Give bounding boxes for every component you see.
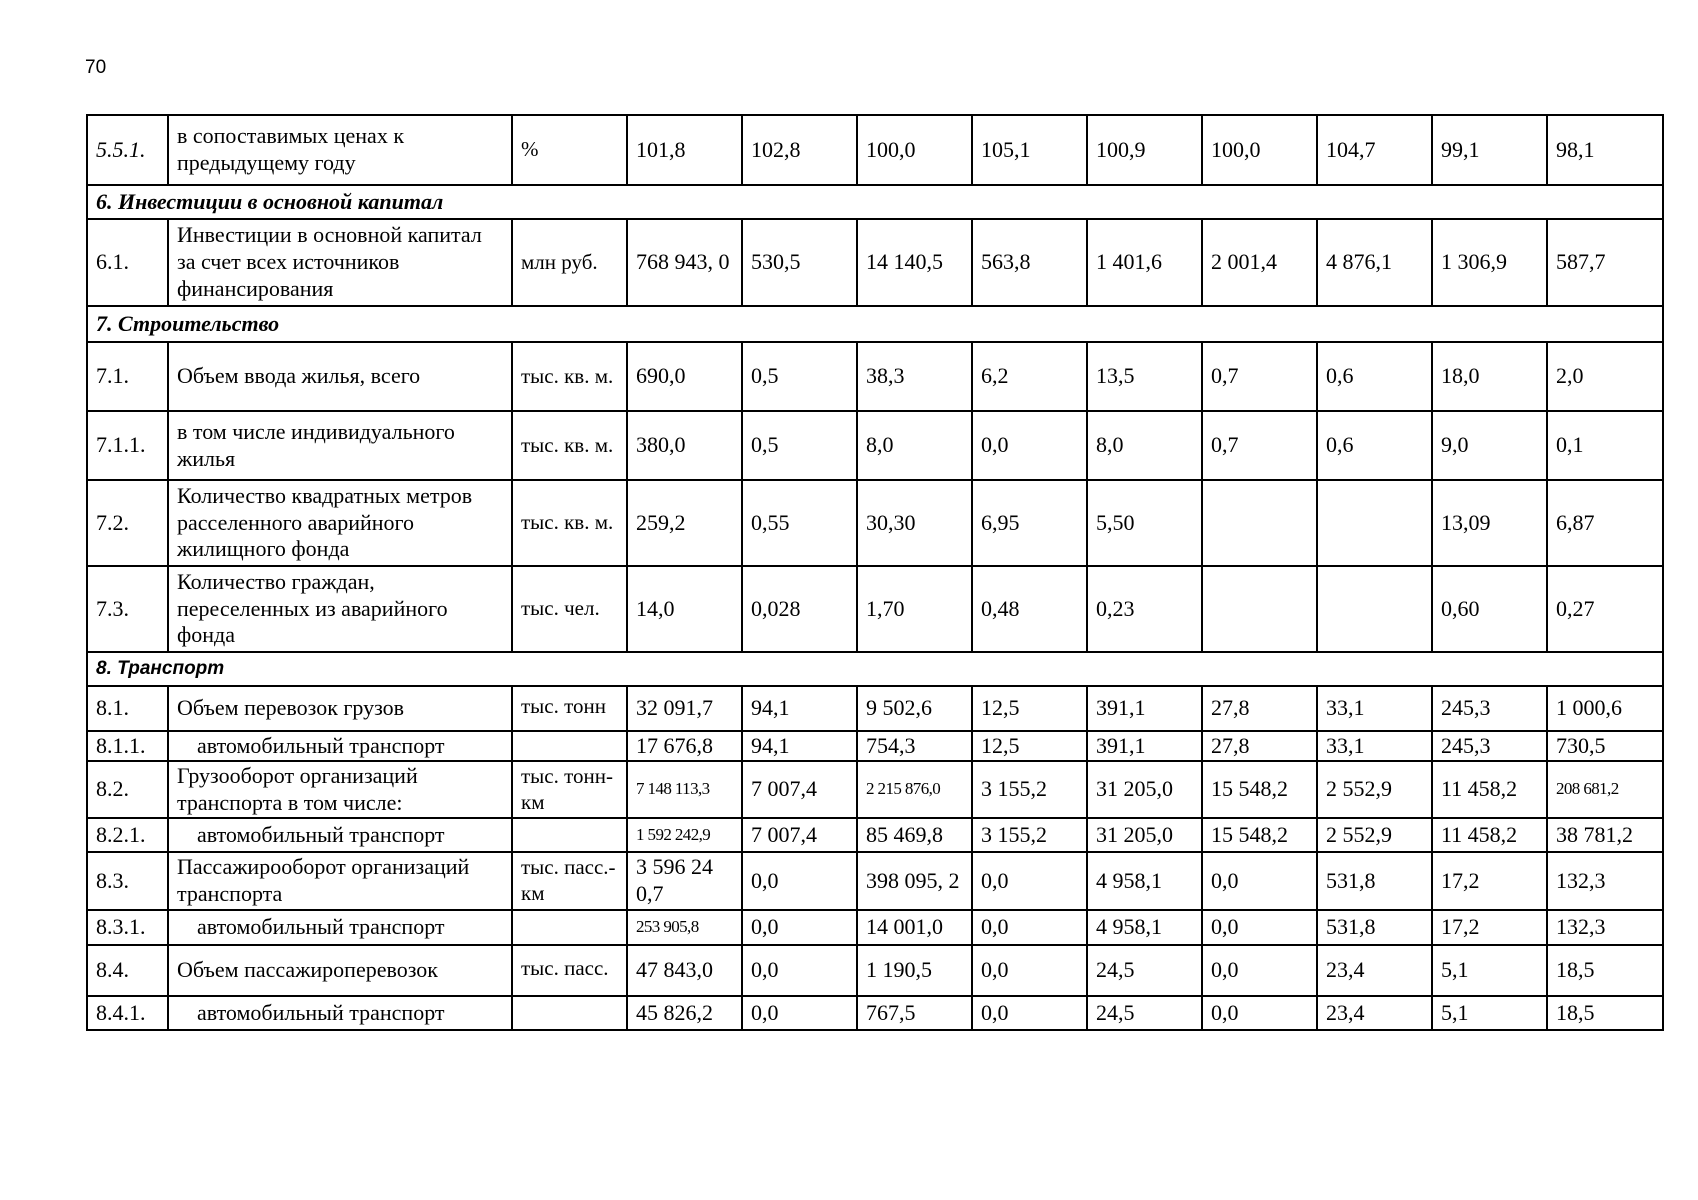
value-cell: 0,7 (1202, 411, 1317, 480)
table-row (87, 115, 1663, 185)
value-cell (1317, 566, 1432, 652)
value-cell: 587,7 (1547, 219, 1663, 306)
row-number: 8.1.1. (87, 731, 168, 761)
unit-cell (512, 731, 627, 761)
indicators-table (86, 114, 1664, 1031)
value-cell: 0,0 (1202, 852, 1317, 910)
row-number: 8.1. (87, 686, 168, 731)
value-cell: 8,0 (1087, 411, 1202, 480)
value-cell: 5,1 (1432, 996, 1547, 1030)
value-cell: 208 681,2 (1547, 761, 1663, 818)
value-cell: 0,60 (1432, 566, 1547, 652)
value-cell: 0,23 (1087, 566, 1202, 652)
section-title: 7. Строительство (87, 306, 1663, 342)
value-cell: 5,50 (1087, 480, 1202, 566)
value-cell: 690,0 (627, 342, 742, 411)
value-cell: 0,0 (972, 411, 1087, 480)
value-cell: 0,0 (1202, 910, 1317, 945)
value-cell: 0,27 (1547, 566, 1663, 652)
value-cell: 0,0 (972, 945, 1087, 996)
value-cell: 30,30 (857, 480, 972, 566)
value-cell: 2 215 876,0 (857, 761, 972, 818)
value-cell: 1 306,9 (1432, 219, 1547, 306)
section-header-row (87, 306, 1663, 342)
table-row (87, 219, 1663, 306)
value-cell: 85 469,8 (857, 818, 972, 852)
value-cell: 7 007,4 (742, 761, 857, 818)
table-row (87, 910, 1663, 945)
indicator-name: Грузооборот организаций транспорта в том числе: (168, 761, 512, 818)
value-cell: 3 155,2 (972, 818, 1087, 852)
value-cell: 754,3 (857, 731, 972, 761)
table-row (87, 411, 1663, 480)
value-cell: 1 000,6 (1547, 686, 1663, 731)
value-cell: 33,1 (1317, 731, 1432, 761)
value-cell: 8,0 (857, 411, 972, 480)
value-cell: 380,0 (627, 411, 742, 480)
unit-cell (512, 910, 627, 945)
value-cell: 11 458,2 (1432, 761, 1547, 818)
value-cell: 99,1 (1432, 115, 1547, 185)
section-title: 6. Инвестиции в основной капитал (87, 185, 1663, 219)
value-cell: 3 596 24 0,7 (627, 852, 742, 910)
table-row (87, 731, 1663, 761)
value-cell: 105,1 (972, 115, 1087, 185)
value-cell: 6,2 (972, 342, 1087, 411)
value-cell: 104,7 (1317, 115, 1432, 185)
table-row (87, 818, 1663, 852)
value-cell: 0,6 (1317, 411, 1432, 480)
value-cell: 2 552,9 (1317, 761, 1432, 818)
section-header-row (87, 185, 1663, 219)
indicator-name: автомобильный транспорт (168, 731, 512, 761)
indicator-name: Количество квадратных метров расселенного аварийного жилищного фонда (168, 480, 512, 566)
value-cell: 767,5 (857, 996, 972, 1030)
value-cell: 2 552,9 (1317, 818, 1432, 852)
table-row (87, 852, 1663, 910)
value-cell: 100,0 (1202, 115, 1317, 185)
value-cell: 0,55 (742, 480, 857, 566)
value-cell: 0,5 (742, 411, 857, 480)
row-number: 6.1. (87, 219, 168, 306)
unit-cell: тыс. пасс.-км (512, 852, 627, 910)
value-cell: 9 502,6 (857, 686, 972, 731)
value-cell: 0,0 (742, 945, 857, 996)
value-cell: 0,0 (972, 852, 1087, 910)
value-cell: 253 905,8 (627, 910, 742, 945)
value-cell: 7 007,4 (742, 818, 857, 852)
value-cell: 391,1 (1087, 731, 1202, 761)
value-cell: 531,8 (1317, 910, 1432, 945)
table-row (87, 996, 1663, 1030)
value-cell: 18,5 (1547, 945, 1663, 996)
value-cell: 101,8 (627, 115, 742, 185)
unit-cell: тыс. кв. м. (512, 480, 627, 566)
indicator-name: Количество граждан, переселенных из аварийного фонда (168, 566, 512, 652)
indicator-name: в том числе индивидуального жилья (168, 411, 512, 480)
value-cell: 14 001,0 (857, 910, 972, 945)
unit-cell: тыс. тонн-км (512, 761, 627, 818)
value-cell: 102,8 (742, 115, 857, 185)
row-number: 8.4.1. (87, 996, 168, 1030)
value-cell: 23,4 (1317, 996, 1432, 1030)
value-cell: 38 781,2 (1547, 818, 1663, 852)
row-number: 8.3.1. (87, 910, 168, 945)
value-cell: 15 548,2 (1202, 761, 1317, 818)
table-row (87, 945, 1663, 996)
value-cell: 24,5 (1087, 996, 1202, 1030)
unit-cell (512, 818, 627, 852)
row-number: 8.4. (87, 945, 168, 996)
value-cell: 47 843,0 (627, 945, 742, 996)
value-cell: 45 826,2 (627, 996, 742, 1030)
indicator-name: Инвестиции в основной капитал за счет всех источников финансирования (168, 219, 512, 306)
value-cell: 11 458,2 (1432, 818, 1547, 852)
value-cell: 17 676,8 (627, 731, 742, 761)
value-cell: 0,0 (742, 910, 857, 945)
row-number: 8.2.1. (87, 818, 168, 852)
row-number: 8.2. (87, 761, 168, 818)
value-cell: 1 401,6 (1087, 219, 1202, 306)
row-number: 7.1.1. (87, 411, 168, 480)
value-cell: 132,3 (1547, 852, 1663, 910)
value-cell: 17,2 (1432, 852, 1547, 910)
unit-cell (512, 686, 627, 731)
value-cell: 391,1 (1087, 686, 1202, 731)
value-cell: 38,3 (857, 342, 972, 411)
value-cell: 94,1 (742, 731, 857, 761)
value-cell: 0,0 (972, 910, 1087, 945)
unit-cell: млн руб. (512, 219, 627, 306)
value-cell: 100,0 (857, 115, 972, 185)
value-cell: 563,8 (972, 219, 1087, 306)
row-number: 5.5.1. (87, 115, 168, 185)
table-row (87, 761, 1663, 818)
value-cell: 530,5 (742, 219, 857, 306)
indicator-name: автомобильный транспорт (168, 910, 512, 945)
value-cell: 1 190,5 (857, 945, 972, 996)
unit-cell: тыс. чел. (512, 566, 627, 652)
table-row (87, 342, 1663, 411)
value-cell: 31 205,0 (1087, 818, 1202, 852)
value-cell: 1,70 (857, 566, 972, 652)
table-row (87, 480, 1663, 566)
unit-cell: тыс. кв. м. (512, 342, 627, 411)
value-cell: 18,5 (1547, 996, 1663, 1030)
value-cell: 0,6 (1317, 342, 1432, 411)
value-cell: 730,5 (1547, 731, 1663, 761)
row-number: 7.1. (87, 342, 168, 411)
value-cell: 0,0 (742, 996, 857, 1030)
indicator-name: в сопоставимых ценах к предыдущему году (168, 115, 512, 185)
unit-cell: тыс. кв. м. (512, 411, 627, 480)
value-cell: 24,5 (1087, 945, 1202, 996)
value-cell: 0,7 (1202, 342, 1317, 411)
value-cell: 245,3 (1432, 686, 1547, 731)
indicator-name: Объем пассажироперевозок (168, 945, 512, 996)
value-cell: 15 548,2 (1202, 818, 1317, 852)
value-cell: 398 095, 2 (857, 852, 972, 910)
value-cell: 6,95 (972, 480, 1087, 566)
value-cell: 2 001,4 (1202, 219, 1317, 306)
value-cell: 27,8 (1202, 686, 1317, 731)
value-cell: 4 876,1 (1317, 219, 1432, 306)
value-cell: 0,48 (972, 566, 1087, 652)
value-cell: 3 155,2 (972, 761, 1087, 818)
value-cell: 18,0 (1432, 342, 1547, 411)
indicator-name: Объем ввода жилья, всего (168, 342, 512, 411)
unit-text: тыс. тонн (521, 693, 606, 718)
value-cell: 23,4 (1317, 945, 1432, 996)
value-cell: 0,0 (972, 996, 1087, 1030)
table-row (87, 566, 1663, 652)
value-cell (1202, 480, 1317, 566)
table-row (87, 686, 1663, 731)
value-cell: 0,5 (742, 342, 857, 411)
unit-cell (512, 945, 627, 996)
unit-cell: % (512, 115, 627, 185)
section-title: 8. Транспорт (87, 652, 1663, 686)
value-cell: 4 958,1 (1087, 852, 1202, 910)
value-cell: 0,028 (742, 566, 857, 652)
page-number: 70 (85, 57, 107, 78)
value-cell: 14 140,5 (857, 219, 972, 306)
indicator-name: автомобильный транспорт (168, 996, 512, 1030)
value-cell: 4 958,1 (1087, 910, 1202, 945)
value-cell: 7 148 113,3 (627, 761, 742, 818)
value-cell: 13,09 (1432, 480, 1547, 566)
value-cell: 27,8 (1202, 731, 1317, 761)
value-cell: 9,0 (1432, 411, 1547, 480)
indicator-name: автомобильный транспорт (168, 818, 512, 852)
value-cell: 12,5 (972, 731, 1087, 761)
value-cell: 0,0 (742, 852, 857, 910)
value-cell: 31 205,0 (1087, 761, 1202, 818)
value-cell: 768 943, 0 (627, 219, 742, 306)
value-cell: 32 091,7 (627, 686, 742, 731)
value-cell: 0,1 (1547, 411, 1663, 480)
indicator-name: Объем перевозок грузов (168, 686, 512, 731)
value-cell: 100,9 (1087, 115, 1202, 185)
unit-text: тыс. пасс. (521, 955, 609, 980)
indicator-name: Пассажирооборот организаций транспорта (168, 852, 512, 910)
value-cell: 12,5 (972, 686, 1087, 731)
section-header-row (87, 652, 1663, 686)
value-cell: 17,2 (1432, 910, 1547, 945)
unit-cell (512, 996, 627, 1030)
value-cell: 5,1 (1432, 945, 1547, 996)
value-cell: 0,0 (1202, 945, 1317, 996)
row-number: 8.3. (87, 852, 168, 910)
value-cell: 531,8 (1317, 852, 1432, 910)
value-cell: 245,3 (1432, 731, 1547, 761)
row-number: 7.2. (87, 480, 168, 566)
value-cell: 0,0 (1202, 996, 1317, 1030)
value-cell: 2,0 (1547, 342, 1663, 411)
value-cell: 98,1 (1547, 115, 1663, 185)
value-cell (1317, 480, 1432, 566)
value-cell: 132,3 (1547, 910, 1663, 945)
value-cell: 14,0 (627, 566, 742, 652)
value-cell: 259,2 (627, 480, 742, 566)
value-cell: 13,5 (1087, 342, 1202, 411)
value-cell (1202, 566, 1317, 652)
value-cell: 6,87 (1547, 480, 1663, 566)
value-cell: 94,1 (742, 686, 857, 731)
value-cell: 33,1 (1317, 686, 1432, 731)
row-number: 7.3. (87, 566, 168, 652)
value-cell: 1 592 242,9 (627, 818, 742, 852)
